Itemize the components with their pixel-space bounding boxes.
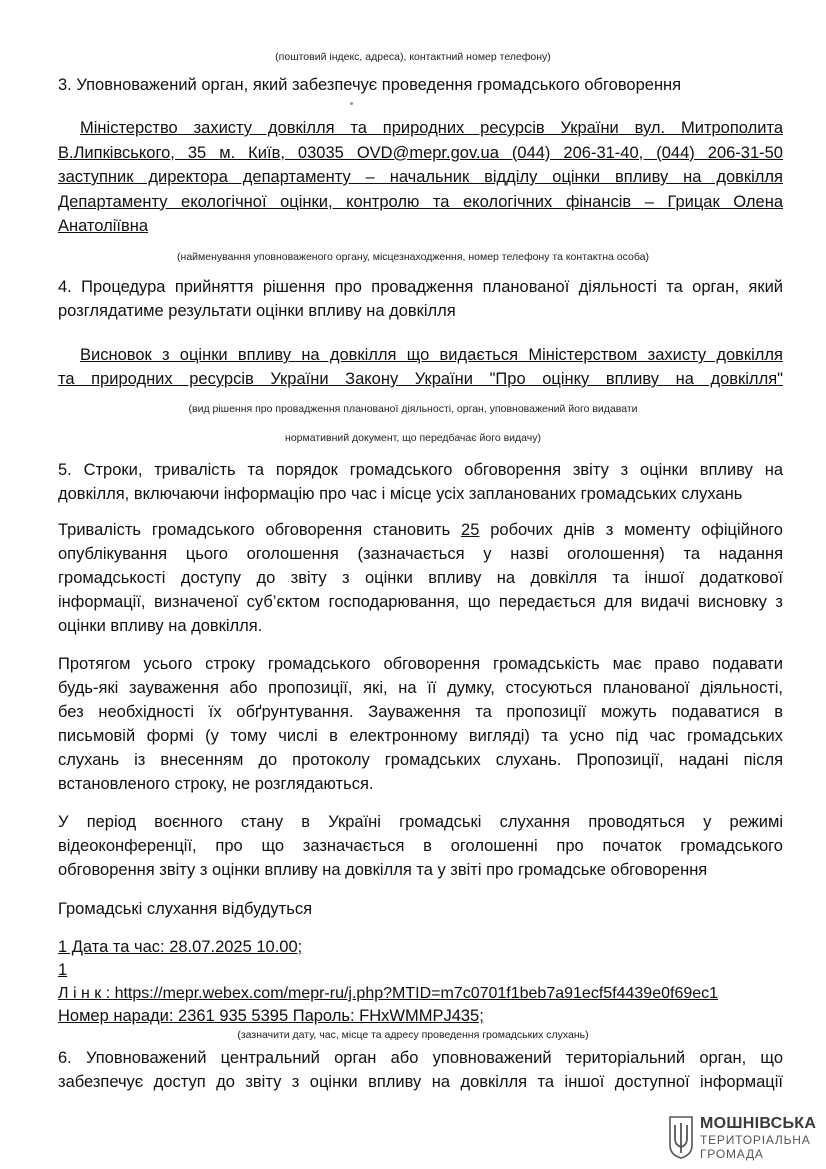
section-4-caption-line-2: нормативний документ, що передбачає його видачу) [285,432,541,444]
comments-line-5: слухань із внесенням до протоколу громадських слухань. Пропозиції, надані після [58,751,783,769]
comments-line-3: без необхідності їх обґрунтування. Зауваження та пропозиції можуть подаватися в [58,703,783,721]
hearing-details [58,936,783,1028]
comments-paragraph [58,652,783,796]
section-3-authority-details [58,116,783,239]
decision-line-2: та природних ресурсів України Закону України "Про оцінку впливу на довкілля" [58,370,783,388]
comments-line-1: Протягом усього строку громадського обговорення громадськість має право подавати [58,655,783,673]
authority-line-4: Департаменту екологічної оцінки, контролю та екологічних фінансів – Грицак Олена [58,192,783,211]
martial-law-line-1: У період воєнного стану в Україні громадські слухання проводяться у режимі [58,813,783,831]
hearing-meeting-credentials: Номер наради: 2361 935 5395 Пароль: FHxWMMPJ435; [58,1007,484,1025]
section-5-caption: (зазначити дату, час, місце та адресу проведення громадських слухань) [237,1029,589,1041]
section-4-heading-line-1: 4. Процедура прийняття рішення про провадження планованої діяльності та орган, який [58,278,783,296]
authority-line-1: Міністерство захисту довкілля та природних ресурсів України вул. Митрополита [80,119,783,137]
martial-law-line-3: обговорення звіту з оцінки впливу на довкілля та у звіті про громадське обговорення [58,861,708,879]
duration-line-4: інформації, визначеної суб’єктом господарювання, що передається для видачі висновку з [58,593,783,611]
comments-line-6: встановленого строку, не розглядаються. [58,775,374,793]
martial-law-paragraph [58,810,783,882]
trident-icon [668,1115,694,1159]
hearings-intro: Громадські слухання відбудуться [58,900,313,918]
duration-text-before: Тривалість громадського обговорення становить [58,521,462,539]
section-6-heading-line-1: 6. Уповноважений центральний орган або уповноважений територіальний орган, що [58,1049,783,1067]
authority-line-5: Анатоліївна [58,217,149,235]
section-6-heading [58,1046,783,1094]
section-5-heading-line-2: довкілля, включаючи інформацію про час і місце усіх запланованих громадських слухань [58,485,743,503]
authority-line-3: заступник директора департаменту – начальник відділу оцінки впливу на довкілля [58,168,783,186]
comments-line-2: будь-які зауваження або пропозиції, які, на її думку, стосуються планованої діяльності, [58,679,783,697]
duration-days: 25 [461,521,480,539]
section-3-caption: (найменування уповноваженого органу, місцезнаходження, номер телефону та контактна особа) [177,251,649,263]
hearing-datetime: 1 Дата та час: 28.07.2025 10.00; [58,938,303,956]
duration-line-2: опублікування цього оголошення (зазначається у назві оголошення) та надання [58,545,783,563]
duration-line-1 [58,518,783,542]
hearing-number: 1 [58,961,68,979]
logo-line-2: ТЕРИТОРІАЛЬНА [700,1133,811,1147]
duration-line-5: оцінки впливу на довкілля. [58,617,263,635]
decision-line-1: Висновок з оцінки впливу на довкілля що видається Міністерством захисту довкілля [80,346,783,364]
section-6-heading-line-2: забезпечує доступ до звіту з оцінки впливу на довкілля та іншої доступної інформації [58,1073,783,1091]
duration-line-3: громадськості доступу до звіту з оцінки впливу на довкілля та іншої додаткової [58,569,783,587]
duration-text-after: робочих днів з моменту офіційного [479,521,783,539]
authority-line-2: В.Липківського, 35 м. Київ, 03035 OVD@mepr.gov.ua (044) 206-31-40, (044) 206-31-50 [58,143,783,162]
comments-line-4: письмовій формі (у тому числі в електронному вигляді) та усно під час громадських [58,727,783,745]
hearing-link[interactable]: Л і н к : https://mepr.webex.com/mepr-ru/j.php?MTID=m7c0701f1beb7a91ecf5f4439e0f69ec1 [58,985,719,1002]
section-4-caption-line-1: (вид рішення про провадження планованої діяльності, орган, уповноважений його видавати [188,403,638,415]
section-5-heading [58,458,783,506]
martial-law-line-2: відеоконференції, про що зазначається в оголошенні про початок громадського [58,837,783,855]
section-4-heading-line-2: розглядатиме результати оцінки впливу на довкілля [58,302,456,320]
section-5-heading-line-1: 5. Строки, тривалість та порядок громадського обговорення звіту з оцінки впливу на [58,461,783,479]
scan-speck [350,102,353,105]
community-logo [668,1113,818,1163]
section-4-heading [58,275,783,323]
section-3-heading: 3. Уповноважений орган, який забезпечує проведення громадського обговорення [58,76,682,94]
logo-line-3: ГРОМАДА [700,1147,764,1161]
caption-postal-address: (поштовий індекс, адреса), контактний номер телефону) [275,51,551,63]
duration-paragraph [58,518,783,638]
logo-line-1: МОШНІВСЬКА [700,1115,817,1132]
section-4-decision [58,343,783,391]
